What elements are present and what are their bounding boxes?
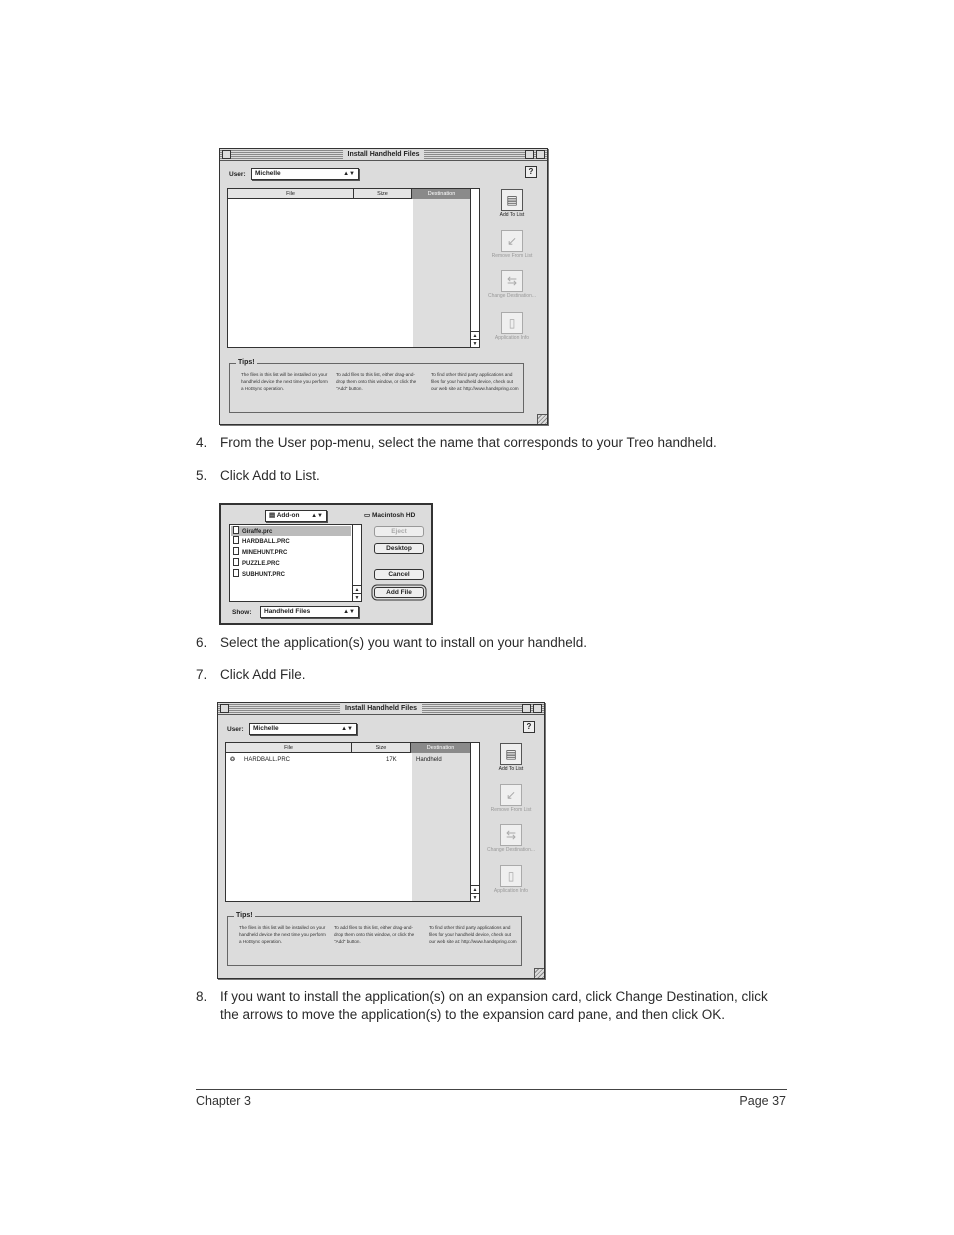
change-destination-label: Change Destination... xyxy=(487,293,537,299)
change-destination-button[interactable] xyxy=(482,270,542,300)
application-info-icon: ▯ xyxy=(501,312,523,334)
destination-column-shade xyxy=(412,753,471,901)
remove-from-list-icon: ↙ xyxy=(501,230,523,252)
window-title: Install Handheld Files xyxy=(343,149,425,160)
user-label: User: xyxy=(227,726,244,733)
file-name: MINEHUNT.PRC xyxy=(242,550,288,556)
scroll-up-icon[interactable]: ▲ xyxy=(472,887,478,893)
title-bar[interactable] xyxy=(218,703,544,715)
file-name: Giraffe.prc xyxy=(242,529,273,535)
cancel-button[interactable]: Cancel xyxy=(374,569,424,580)
remove-from-list-button[interactable] xyxy=(481,784,541,814)
application-info-button[interactable] xyxy=(482,312,542,342)
footer-rule xyxy=(196,1089,787,1090)
title-bar[interactable] xyxy=(220,149,547,161)
document-icon xyxy=(233,526,239,534)
step-number: 6. xyxy=(196,635,208,650)
application-info-icon: ▯ xyxy=(500,865,522,887)
scroll-down-icon[interactable]: ▼ xyxy=(472,895,478,901)
step-text: From the User pop-menu, select the name that corresponds to your Treo handheld. xyxy=(220,435,717,450)
step-number: 5. xyxy=(196,468,208,483)
file-name: SUBHUNT.PRC xyxy=(242,572,286,578)
step-text: Select the application(s) you want to install on your handheld. xyxy=(220,635,587,650)
show-popup[interactable] xyxy=(260,606,359,618)
file-item-selected[interactable] xyxy=(231,526,351,536)
add-to-list-button[interactable] xyxy=(482,189,542,219)
eject-button[interactable]: Eject xyxy=(374,526,424,537)
file-list[interactable] xyxy=(227,188,480,348)
add-to-list-label: Add To List xyxy=(498,766,524,772)
disk-icon: ▭ xyxy=(364,512,372,519)
column-size[interactable]: Size xyxy=(354,189,412,199)
application-info-label: Application Info xyxy=(493,888,529,894)
help-button[interactable]: ? xyxy=(525,166,537,178)
step-number: 8. xyxy=(196,989,208,1004)
add-file-button[interactable]: Add File xyxy=(374,587,424,598)
column-destination[interactable]: Destination xyxy=(411,743,471,753)
file-name: HARDBALL.PRC xyxy=(242,539,290,545)
user-popup-value: Michelle xyxy=(255,170,281,177)
step-number: 7. xyxy=(196,667,208,682)
user-label: User: xyxy=(229,171,246,178)
change-destination-icon: ⇆ xyxy=(501,270,523,292)
tip-text-2: To add files to this list, either drag-and-drop them onto this window, or click the "Add" button. xyxy=(336,372,417,391)
tips-box xyxy=(227,912,522,966)
close-box-icon[interactable] xyxy=(222,150,231,159)
user-popup[interactable] xyxy=(249,723,357,735)
remove-from-list-button[interactable] xyxy=(482,230,542,260)
volume-name xyxy=(364,511,415,520)
zoom-box-icon[interactable] xyxy=(525,150,534,159)
file-item[interactable] xyxy=(233,536,290,546)
table-row[interactable] xyxy=(228,755,468,765)
step-text: If you want to install the application(s) on an expansion card, click Change Destination, click the arrows to move the application(s) to the expansion card pane, and then click OK. xyxy=(220,989,768,1022)
close-box-icon[interactable] xyxy=(220,704,229,713)
change-destination-icon: ⇆ xyxy=(500,824,522,846)
folder-icon: ▤ xyxy=(269,512,277,519)
resize-grip-icon[interactable] xyxy=(537,414,547,424)
list-scrollbar[interactable] xyxy=(470,189,479,347)
file-name: PUZZLE.PRC xyxy=(242,561,280,567)
footer-chapter: Chapter 3 xyxy=(196,1094,251,1108)
install-handheld-files-window-1 xyxy=(219,148,548,425)
tip-text-2: To add files to this list, either drag-and-drop them onto this window, or click the "Add" button. xyxy=(334,925,415,944)
window-title: Install Handheld Files xyxy=(340,703,422,714)
zoom-box-icon[interactable] xyxy=(522,704,531,713)
folder-popup[interactable] xyxy=(265,510,327,522)
file-list[interactable] xyxy=(225,742,480,902)
user-popup[interactable] xyxy=(251,168,359,180)
tips-heading: Tips! xyxy=(238,359,255,366)
help-button[interactable]: ? xyxy=(523,721,535,733)
remove-from-list-label: Remove From List xyxy=(491,253,533,259)
column-destination[interactable]: Destination xyxy=(412,189,472,199)
tips-box xyxy=(229,359,524,413)
resize-grip-icon[interactable] xyxy=(534,968,544,978)
dialog-file-list[interactable] xyxy=(229,524,362,602)
document-icon xyxy=(233,536,239,544)
change-destination-button[interactable] xyxy=(481,824,541,854)
install-handheld-files-window-2 xyxy=(217,702,545,979)
popup-arrows-icon: ▲▼ xyxy=(311,513,323,519)
list-scrollbar[interactable] xyxy=(470,743,479,901)
scroll-up-icon[interactable]: ▲ xyxy=(354,587,360,593)
scroll-down-icon[interactable]: ▼ xyxy=(472,341,478,347)
column-size[interactable]: Size xyxy=(352,743,411,753)
dialog-scrollbar[interactable] xyxy=(352,525,361,601)
popup-arrows-icon: ▲▼ xyxy=(341,726,353,732)
add-to-list-button[interactable] xyxy=(481,743,541,773)
folder-popup-value: Add-on xyxy=(276,512,300,519)
popup-arrows-icon: ▲▼ xyxy=(343,609,355,615)
scroll-down-icon[interactable]: ▼ xyxy=(354,595,360,601)
popup-arrows-icon: ▲▼ xyxy=(343,171,355,177)
list-header xyxy=(226,743,479,753)
file-item[interactable] xyxy=(233,547,287,557)
scroll-up-icon[interactable]: ▲ xyxy=(472,333,478,339)
tip-text-3: To find other third party applications and files for your handheld device, check out our web site at: http://www.handspring.com xyxy=(429,925,517,944)
list-header xyxy=(228,189,479,199)
show-label: Show: xyxy=(232,609,252,616)
tip-text-3: To find other third party applications and files for your handheld device, check out our web site at: http://www.handspring.com xyxy=(431,372,519,391)
document-icon xyxy=(233,547,239,555)
tip-text-1: The files in this list will be installed on your handheld device the next time you perform a HotSync operation. xyxy=(239,925,326,944)
application-info-label: Application Info xyxy=(494,335,530,341)
column-file[interactable]: File xyxy=(228,189,354,199)
app-icon: ❂ xyxy=(230,757,236,763)
footer-page: Page 37 xyxy=(739,1094,786,1108)
add-to-list-icon: ▤ xyxy=(501,189,523,211)
add-file-dialog xyxy=(219,503,433,625)
user-popup-value: Michelle xyxy=(253,725,279,732)
document-icon xyxy=(233,558,239,566)
row-file: HARDBALL.PRC xyxy=(244,757,291,763)
document-icon xyxy=(233,569,239,577)
remove-from-list-label: Remove From List xyxy=(490,807,532,813)
collapse-box-icon[interactable] xyxy=(536,150,545,159)
row-size: 17K xyxy=(386,757,397,763)
show-popup-value: Handheld Files xyxy=(264,608,311,615)
file-item[interactable] xyxy=(233,569,285,579)
remove-from-list-icon: ↙ xyxy=(500,784,522,806)
step-text: Click Add to List. xyxy=(220,468,320,483)
step-text: Click Add File. xyxy=(220,667,306,682)
add-to-list-label: Add To List xyxy=(499,212,525,218)
add-to-list-icon: ▤ xyxy=(500,743,522,765)
desktop-button[interactable]: Desktop xyxy=(374,543,424,554)
row-destination: Handheld xyxy=(416,757,442,763)
tips-heading: Tips! xyxy=(236,912,253,919)
collapse-box-icon[interactable] xyxy=(533,704,542,713)
volume-label: Macintosh HD xyxy=(371,512,416,519)
change-destination-label: Change Destination... xyxy=(486,847,536,853)
file-item[interactable] xyxy=(233,558,280,568)
column-file[interactable]: File xyxy=(226,743,352,753)
application-info-button[interactable] xyxy=(481,865,541,895)
destination-column-shade xyxy=(413,199,472,347)
tip-text-1: The files in this list will be installed on your handheld device the next time you perform a HotSync operation. xyxy=(241,372,328,391)
step-number: 4. xyxy=(196,435,208,450)
